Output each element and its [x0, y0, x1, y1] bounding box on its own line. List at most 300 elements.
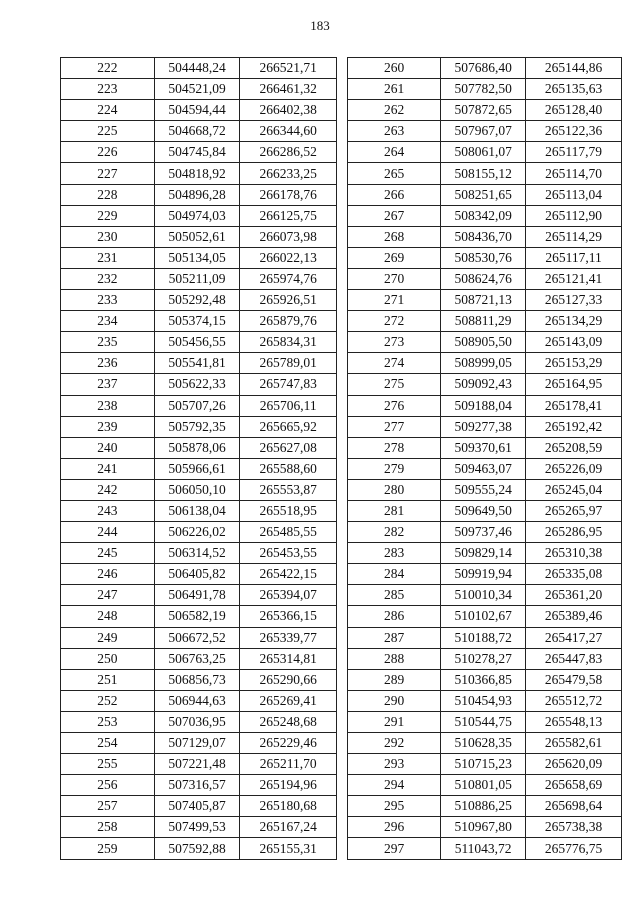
table-row [348, 838, 622, 859]
table-row [61, 479, 337, 500]
x-coordinate-cell: 509092,43 [441, 374, 526, 395]
table-row [61, 353, 337, 374]
x-coordinate-cell: 506491,78 [154, 585, 240, 606]
x-coordinate-cell: 510102,67 [441, 606, 526, 627]
point-number-cell: 289 [348, 669, 441, 690]
point-number-cell: 296 [348, 817, 441, 838]
point-number-cell: 224 [61, 100, 155, 121]
y-coordinate-cell: 266344,60 [240, 121, 337, 142]
x-coordinate-cell: 510544,75 [441, 711, 526, 732]
y-coordinate-cell: 265658,69 [526, 775, 622, 796]
point-number-cell: 236 [61, 353, 155, 374]
table-row [348, 648, 622, 669]
point-number-cell: 290 [348, 690, 441, 711]
point-number-cell: 288 [348, 648, 441, 669]
y-coordinate-cell: 265553,87 [240, 479, 337, 500]
table-row [348, 754, 622, 775]
table-row [61, 374, 337, 395]
x-coordinate-cell: 508721,13 [441, 290, 526, 311]
point-number-cell: 277 [348, 416, 441, 437]
point-number-cell: 232 [61, 268, 155, 289]
y-coordinate-cell: 265620,09 [526, 754, 622, 775]
x-coordinate-cell: 508436,70 [441, 226, 526, 247]
y-coordinate-cell: 265164,95 [526, 374, 622, 395]
point-number-cell: 245 [61, 543, 155, 564]
table-row [348, 100, 622, 121]
x-coordinate-cell: 508811,29 [441, 311, 526, 332]
point-number-cell: 223 [61, 79, 155, 100]
point-number-cell: 254 [61, 733, 155, 754]
x-coordinate-cell: 504448,24 [154, 58, 240, 79]
point-number-cell: 253 [61, 711, 155, 732]
table-row [348, 522, 622, 543]
point-number-cell: 292 [348, 733, 441, 754]
y-coordinate-cell: 265114,70 [526, 163, 622, 184]
y-coordinate-cell: 265245,04 [526, 479, 622, 500]
y-coordinate-cell: 265339,77 [240, 627, 337, 648]
table-row [61, 711, 337, 732]
x-coordinate-cell: 504896,28 [154, 184, 240, 205]
x-coordinate-cell: 510366,85 [441, 669, 526, 690]
point-number-cell: 227 [61, 163, 155, 184]
table-row [348, 479, 622, 500]
point-number-cell: 266 [348, 184, 441, 205]
point-number-cell: 250 [61, 648, 155, 669]
point-number-cell: 294 [348, 775, 441, 796]
x-coordinate-cell: 507316,57 [154, 775, 240, 796]
y-coordinate-cell: 265113,04 [526, 184, 622, 205]
x-coordinate-cell: 507967,07 [441, 121, 526, 142]
point-number-cell: 297 [348, 838, 441, 859]
point-number-cell: 233 [61, 290, 155, 311]
point-number-cell: 240 [61, 437, 155, 458]
x-coordinate-cell: 506582,19 [154, 606, 240, 627]
x-coordinate-cell: 508061,07 [441, 142, 526, 163]
table-row [348, 775, 622, 796]
y-coordinate-cell: 265738,38 [526, 817, 622, 838]
x-coordinate-cell: 505541,81 [154, 353, 240, 374]
table-row [61, 247, 337, 268]
coordinates-table-right [347, 57, 622, 860]
x-coordinate-cell: 505966,61 [154, 458, 240, 479]
table-row [61, 79, 337, 100]
point-number-cell: 287 [348, 627, 441, 648]
table-row [348, 543, 622, 564]
table-row [61, 311, 337, 332]
table-row [348, 311, 622, 332]
y-coordinate-cell: 265394,07 [240, 585, 337, 606]
y-coordinate-cell: 265698,64 [526, 796, 622, 817]
table-row [348, 353, 622, 374]
y-coordinate-cell: 265974,76 [240, 268, 337, 289]
y-coordinate-cell: 265226,09 [526, 458, 622, 479]
x-coordinate-cell: 506050,10 [154, 479, 240, 500]
table-row [348, 290, 622, 311]
table-row [61, 332, 337, 353]
y-coordinate-cell: 265192,42 [526, 416, 622, 437]
y-coordinate-cell: 266233,25 [240, 163, 337, 184]
table-row [61, 58, 337, 79]
table-row [348, 690, 622, 711]
x-coordinate-cell: 506856,73 [154, 669, 240, 690]
x-coordinate-cell: 505052,61 [154, 226, 240, 247]
y-coordinate-cell: 266521,71 [240, 58, 337, 79]
table-row [348, 416, 622, 437]
x-coordinate-cell: 507686,40 [441, 58, 526, 79]
x-coordinate-cell: 506226,02 [154, 522, 240, 543]
point-number-cell: 255 [61, 754, 155, 775]
x-coordinate-cell: 508530,76 [441, 247, 526, 268]
table-row [348, 458, 622, 479]
y-coordinate-cell: 265211,70 [240, 754, 337, 775]
x-coordinate-cell: 504668,72 [154, 121, 240, 142]
point-number-cell: 241 [61, 458, 155, 479]
page-number: 183 [310, 18, 330, 33]
point-number-cell: 235 [61, 332, 155, 353]
y-coordinate-cell: 266402,38 [240, 100, 337, 121]
point-number-cell: 243 [61, 500, 155, 521]
y-coordinate-cell: 265485,55 [240, 522, 337, 543]
x-coordinate-cell: 505622,33 [154, 374, 240, 395]
point-number-cell: 273 [348, 332, 441, 353]
table-row [348, 332, 622, 353]
table-row [61, 121, 337, 142]
y-coordinate-cell: 265143,09 [526, 332, 622, 353]
x-coordinate-cell: 504745,84 [154, 142, 240, 163]
table-row [348, 564, 622, 585]
point-number-cell: 268 [348, 226, 441, 247]
point-number-cell: 263 [348, 121, 441, 142]
point-number-cell: 264 [348, 142, 441, 163]
y-coordinate-cell: 265314,81 [240, 648, 337, 669]
table-row [61, 416, 337, 437]
point-number-cell: 248 [61, 606, 155, 627]
y-coordinate-cell: 266073,98 [240, 226, 337, 247]
y-coordinate-cell: 265117,11 [526, 247, 622, 268]
x-coordinate-cell: 504974,03 [154, 205, 240, 226]
y-coordinate-cell: 265548,13 [526, 711, 622, 732]
point-number-cell: 251 [61, 669, 155, 690]
table-row [348, 205, 622, 226]
x-coordinate-cell: 508905,50 [441, 332, 526, 353]
point-number-cell: 257 [61, 796, 155, 817]
table-row [61, 564, 337, 585]
x-coordinate-cell: 504594,44 [154, 100, 240, 121]
point-number-cell: 247 [61, 585, 155, 606]
y-coordinate-cell: 265135,63 [526, 79, 622, 100]
point-number-cell: 262 [348, 100, 441, 121]
y-coordinate-cell: 265134,29 [526, 311, 622, 332]
point-number-cell: 295 [348, 796, 441, 817]
point-number-cell: 222 [61, 58, 155, 79]
y-coordinate-cell: 265361,20 [526, 585, 622, 606]
y-coordinate-cell: 265366,15 [240, 606, 337, 627]
x-coordinate-cell: 509829,14 [441, 543, 526, 564]
x-coordinate-cell: 504521,09 [154, 79, 240, 100]
x-coordinate-cell: 506672,52 [154, 627, 240, 648]
y-coordinate-cell: 265117,79 [526, 142, 622, 163]
x-coordinate-cell: 509463,07 [441, 458, 526, 479]
point-number-cell: 230 [61, 226, 155, 247]
point-number-cell: 267 [348, 205, 441, 226]
table-row [348, 817, 622, 838]
table-row [61, 142, 337, 163]
point-number-cell: 284 [348, 564, 441, 585]
table-row [348, 142, 622, 163]
y-coordinate-cell: 265180,68 [240, 796, 337, 817]
x-coordinate-cell: 510967,80 [441, 817, 526, 838]
table-row [61, 395, 337, 416]
y-coordinate-cell: 265512,72 [526, 690, 622, 711]
x-coordinate-cell: 507872,65 [441, 100, 526, 121]
y-coordinate-cell: 265665,92 [240, 416, 337, 437]
x-coordinate-cell: 505456,55 [154, 332, 240, 353]
y-coordinate-cell: 266125,75 [240, 205, 337, 226]
table-row [61, 522, 337, 543]
point-number-cell: 239 [61, 416, 155, 437]
table-row [348, 711, 622, 732]
point-number-cell: 242 [61, 479, 155, 500]
x-coordinate-cell: 509919,94 [441, 564, 526, 585]
table-row [61, 585, 337, 606]
x-coordinate-cell: 505792,35 [154, 416, 240, 437]
y-coordinate-cell: 265389,46 [526, 606, 622, 627]
x-coordinate-cell: 510188,72 [441, 627, 526, 648]
x-coordinate-cell: 507592,88 [154, 838, 240, 859]
table-row [348, 121, 622, 142]
point-number-cell: 279 [348, 458, 441, 479]
point-number-cell: 252 [61, 690, 155, 711]
y-coordinate-cell: 265479,58 [526, 669, 622, 690]
x-coordinate-cell: 510010,34 [441, 585, 526, 606]
point-number-cell: 246 [61, 564, 155, 585]
table-row [61, 290, 337, 311]
table-row [348, 627, 622, 648]
x-coordinate-cell: 504818,92 [154, 163, 240, 184]
table-row [61, 733, 337, 754]
point-number-cell: 244 [61, 522, 155, 543]
y-coordinate-cell: 265194,96 [240, 775, 337, 796]
point-number-cell: 271 [348, 290, 441, 311]
table-row [348, 268, 622, 289]
x-coordinate-cell: 507221,48 [154, 754, 240, 775]
x-coordinate-cell: 510801,05 [441, 775, 526, 796]
y-coordinate-cell: 265834,31 [240, 332, 337, 353]
x-coordinate-cell: 511043,72 [441, 838, 526, 859]
y-coordinate-cell: 265229,46 [240, 733, 337, 754]
x-coordinate-cell: 510454,93 [441, 690, 526, 711]
y-coordinate-cell: 265582,61 [526, 733, 622, 754]
table-row [348, 247, 622, 268]
y-coordinate-cell: 265208,59 [526, 437, 622, 458]
y-coordinate-cell: 265155,31 [240, 838, 337, 859]
point-number-cell: 293 [348, 754, 441, 775]
x-coordinate-cell: 507036,95 [154, 711, 240, 732]
x-coordinate-cell: 507129,07 [154, 733, 240, 754]
table-row [61, 100, 337, 121]
table-row [61, 205, 337, 226]
table-row [348, 374, 622, 395]
point-number-cell: 276 [348, 395, 441, 416]
coordinates-table-left [60, 57, 337, 860]
x-coordinate-cell: 505707,26 [154, 395, 240, 416]
table-row [348, 226, 622, 247]
y-coordinate-cell: 265269,41 [240, 690, 337, 711]
table-row [61, 437, 337, 458]
point-number-cell: 272 [348, 311, 441, 332]
x-coordinate-cell: 509737,46 [441, 522, 526, 543]
point-number-cell: 238 [61, 395, 155, 416]
point-number-cell: 285 [348, 585, 441, 606]
y-coordinate-cell: 265747,83 [240, 374, 337, 395]
table-row [61, 669, 337, 690]
point-number-cell: 225 [61, 121, 155, 142]
x-coordinate-cell: 510886,25 [441, 796, 526, 817]
y-coordinate-cell: 265144,86 [526, 58, 622, 79]
y-coordinate-cell: 265879,76 [240, 311, 337, 332]
point-number-cell: 234 [61, 311, 155, 332]
point-number-cell: 249 [61, 627, 155, 648]
y-coordinate-cell: 266286,52 [240, 142, 337, 163]
point-number-cell: 258 [61, 817, 155, 838]
y-coordinate-cell: 265926,51 [240, 290, 337, 311]
point-number-cell: 229 [61, 205, 155, 226]
y-coordinate-cell: 265114,29 [526, 226, 622, 247]
y-coordinate-cell: 266461,32 [240, 79, 337, 100]
point-number-cell: 274 [348, 353, 441, 374]
y-coordinate-cell: 265167,24 [240, 817, 337, 838]
point-number-cell: 261 [348, 79, 441, 100]
point-number-cell: 260 [348, 58, 441, 79]
y-coordinate-cell: 265518,95 [240, 500, 337, 521]
y-coordinate-cell: 265112,90 [526, 205, 622, 226]
x-coordinate-cell: 505374,15 [154, 311, 240, 332]
y-coordinate-cell: 265776,75 [526, 838, 622, 859]
table-row [348, 79, 622, 100]
x-coordinate-cell: 510278,27 [441, 648, 526, 669]
table-row [61, 690, 337, 711]
x-coordinate-cell: 509555,24 [441, 479, 526, 500]
point-number-cell: 269 [348, 247, 441, 268]
table-row [348, 606, 622, 627]
y-coordinate-cell: 265286,95 [526, 522, 622, 543]
y-coordinate-cell: 265122,36 [526, 121, 622, 142]
table-row [61, 458, 337, 479]
table-row [348, 585, 622, 606]
point-number-cell: 291 [348, 711, 441, 732]
y-coordinate-cell: 265127,33 [526, 290, 622, 311]
y-coordinate-cell: 265447,83 [526, 648, 622, 669]
x-coordinate-cell: 509277,38 [441, 416, 526, 437]
table-row [348, 733, 622, 754]
y-coordinate-cell: 265335,08 [526, 564, 622, 585]
x-coordinate-cell: 507405,87 [154, 796, 240, 817]
point-number-cell: 278 [348, 437, 441, 458]
x-coordinate-cell: 507499,53 [154, 817, 240, 838]
table-row [61, 627, 337, 648]
table-row [348, 395, 622, 416]
y-coordinate-cell: 266178,76 [240, 184, 337, 205]
table-row [61, 817, 337, 838]
table-row [61, 796, 337, 817]
point-number-cell: 282 [348, 522, 441, 543]
point-number-cell: 275 [348, 374, 441, 395]
x-coordinate-cell: 506314,52 [154, 543, 240, 564]
table-row [61, 268, 337, 289]
table-row [61, 754, 337, 775]
table-row [61, 543, 337, 564]
x-coordinate-cell: 505134,05 [154, 247, 240, 268]
point-number-cell: 283 [348, 543, 441, 564]
table-row [348, 437, 622, 458]
x-coordinate-cell: 506405,82 [154, 564, 240, 585]
x-coordinate-cell: 505878,06 [154, 437, 240, 458]
y-coordinate-cell: 265121,41 [526, 268, 622, 289]
table-row [61, 500, 337, 521]
table-row [348, 669, 622, 690]
x-coordinate-cell: 508624,76 [441, 268, 526, 289]
y-coordinate-cell: 265248,68 [240, 711, 337, 732]
x-coordinate-cell: 509649,50 [441, 500, 526, 521]
table-row [61, 648, 337, 669]
point-number-cell: 281 [348, 500, 441, 521]
x-coordinate-cell: 508342,09 [441, 205, 526, 226]
x-coordinate-cell: 508155,12 [441, 163, 526, 184]
table-row [348, 184, 622, 205]
x-coordinate-cell: 508251,65 [441, 184, 526, 205]
table-row [61, 606, 337, 627]
point-number-cell: 270 [348, 268, 441, 289]
y-coordinate-cell: 265706,11 [240, 395, 337, 416]
point-number-cell: 226 [61, 142, 155, 163]
y-coordinate-cell: 265789,01 [240, 353, 337, 374]
x-coordinate-cell: 510715,23 [441, 754, 526, 775]
x-coordinate-cell: 510628,35 [441, 733, 526, 754]
y-coordinate-cell: 265588,60 [240, 458, 337, 479]
y-coordinate-cell: 265153,29 [526, 353, 622, 374]
table-row [348, 163, 622, 184]
x-coordinate-cell: 505292,48 [154, 290, 240, 311]
table-row [61, 163, 337, 184]
x-coordinate-cell: 506138,04 [154, 500, 240, 521]
point-number-cell: 265 [348, 163, 441, 184]
x-coordinate-cell: 509188,04 [441, 395, 526, 416]
x-coordinate-cell: 506944,63 [154, 690, 240, 711]
point-number-cell: 259 [61, 838, 155, 859]
point-number-cell: 280 [348, 479, 441, 500]
point-number-cell: 237 [61, 374, 155, 395]
y-coordinate-cell: 265128,40 [526, 100, 622, 121]
point-number-cell: 256 [61, 775, 155, 796]
table-row [348, 796, 622, 817]
table-row [61, 838, 337, 859]
x-coordinate-cell: 506763,25 [154, 648, 240, 669]
x-coordinate-cell: 509370,61 [441, 437, 526, 458]
x-coordinate-cell: 505211,09 [154, 268, 240, 289]
y-coordinate-cell: 265417,27 [526, 627, 622, 648]
y-coordinate-cell: 265265,97 [526, 500, 622, 521]
table-row [61, 775, 337, 796]
y-coordinate-cell: 265627,08 [240, 437, 337, 458]
y-coordinate-cell: 265453,55 [240, 543, 337, 564]
point-number-cell: 231 [61, 247, 155, 268]
point-number-cell: 228 [61, 184, 155, 205]
y-coordinate-cell: 265290,66 [240, 669, 337, 690]
x-coordinate-cell: 507782,50 [441, 79, 526, 100]
y-coordinate-cell: 266022,13 [240, 247, 337, 268]
table-row [348, 500, 622, 521]
point-number-cell: 286 [348, 606, 441, 627]
